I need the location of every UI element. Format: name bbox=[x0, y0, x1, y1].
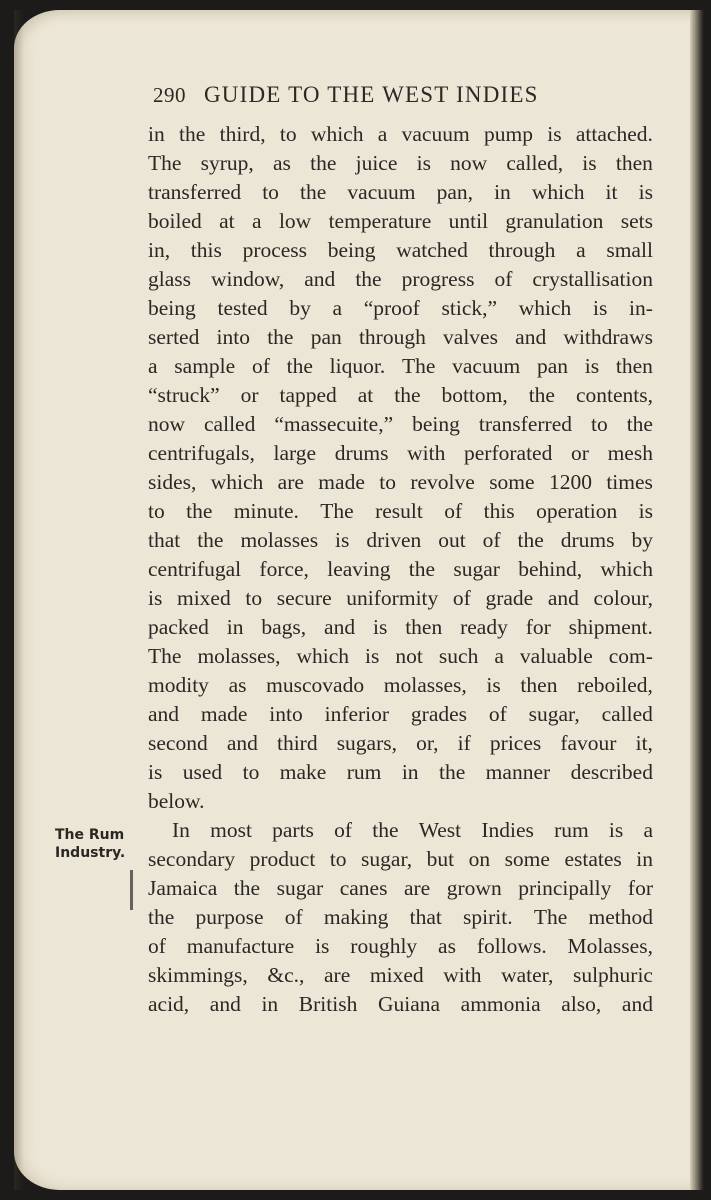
text-line: and made into inferior grades of sugar, called bbox=[148, 702, 653, 726]
text-line: now called “massecuite,” being transferred to the bbox=[148, 412, 653, 436]
text-line: in, this process being watched through a small bbox=[148, 238, 653, 262]
text-line: transferred to the vacuum pan, in which it is bbox=[148, 180, 653, 204]
text-line: skimmings, &c., are mixed with water, sulphuric bbox=[148, 963, 653, 987]
text-line: sides, which are made to revolve some 1200 times bbox=[148, 470, 653, 494]
text-line: secondary product to sugar, but on some estates in bbox=[148, 847, 653, 871]
text-line: “struck” or tapped at the bottom, the contents, bbox=[148, 383, 653, 407]
margin-bracket bbox=[130, 870, 133, 910]
text-line: The syrup, as the juice is now called, is then bbox=[148, 151, 653, 175]
page-number: 290 bbox=[153, 83, 186, 107]
text-line: boiled at a low temperature until granulation sets bbox=[148, 209, 653, 233]
spine-shadow bbox=[14, 10, 24, 1190]
page-edge bbox=[690, 10, 704, 1190]
margin-note-line: The Rum bbox=[55, 827, 125, 843]
text-line: packed in bags, and is then ready for shipment. bbox=[148, 615, 653, 639]
text-line: centrifugal force, leaving the sugar behind, which bbox=[148, 557, 653, 581]
text-line: being tested by a “proof stick,” which is in- bbox=[148, 296, 653, 320]
text-line: is mixed to secure uniformity of grade and colour, bbox=[148, 586, 653, 610]
running-head: GUIDE TO THE WEST INDIES bbox=[204, 82, 539, 107]
margin-note bbox=[55, 826, 125, 862]
text-line: In most parts of the West Indies rum is a bbox=[172, 818, 653, 842]
text-line: modity as muscovado molasses, is then reboiled, bbox=[148, 673, 653, 697]
text-line: below. bbox=[148, 789, 205, 813]
text-line: is used to make rum in the manner described bbox=[148, 760, 653, 784]
text-line: glass window, and the progress of crystallisation bbox=[148, 267, 653, 291]
text-line: The molasses, which is not such a valuable com- bbox=[148, 644, 653, 668]
body-text bbox=[148, 120, 653, 1019]
text-line: serted into the pan through valves and withdraws bbox=[148, 325, 653, 349]
text-line: in the third, to which a vacuum pump is attached. bbox=[148, 122, 653, 146]
text-line: that the molasses is driven out of the drums by bbox=[148, 528, 653, 552]
margin-note-line: Industry. bbox=[55, 845, 126, 861]
text-line: of manufacture is roughly as follows. Molasses, bbox=[148, 934, 653, 958]
text-line: centrifugals, large drums with perforated or mesh bbox=[148, 441, 653, 465]
text-line: the purpose of making that spirit. The method bbox=[148, 905, 653, 929]
text-line: a sample of the liquor. The vacuum pan is then bbox=[148, 354, 653, 378]
page-header bbox=[153, 82, 631, 108]
text-line: Jamaica the sugar canes are grown principally for bbox=[148, 876, 653, 900]
text-line: acid, and in British Guiana ammonia also, and bbox=[148, 992, 653, 1016]
text-line: second and third sugars, or, if prices favour it, bbox=[148, 731, 653, 755]
text-line: to the minute. The result of this operation is bbox=[148, 499, 653, 523]
